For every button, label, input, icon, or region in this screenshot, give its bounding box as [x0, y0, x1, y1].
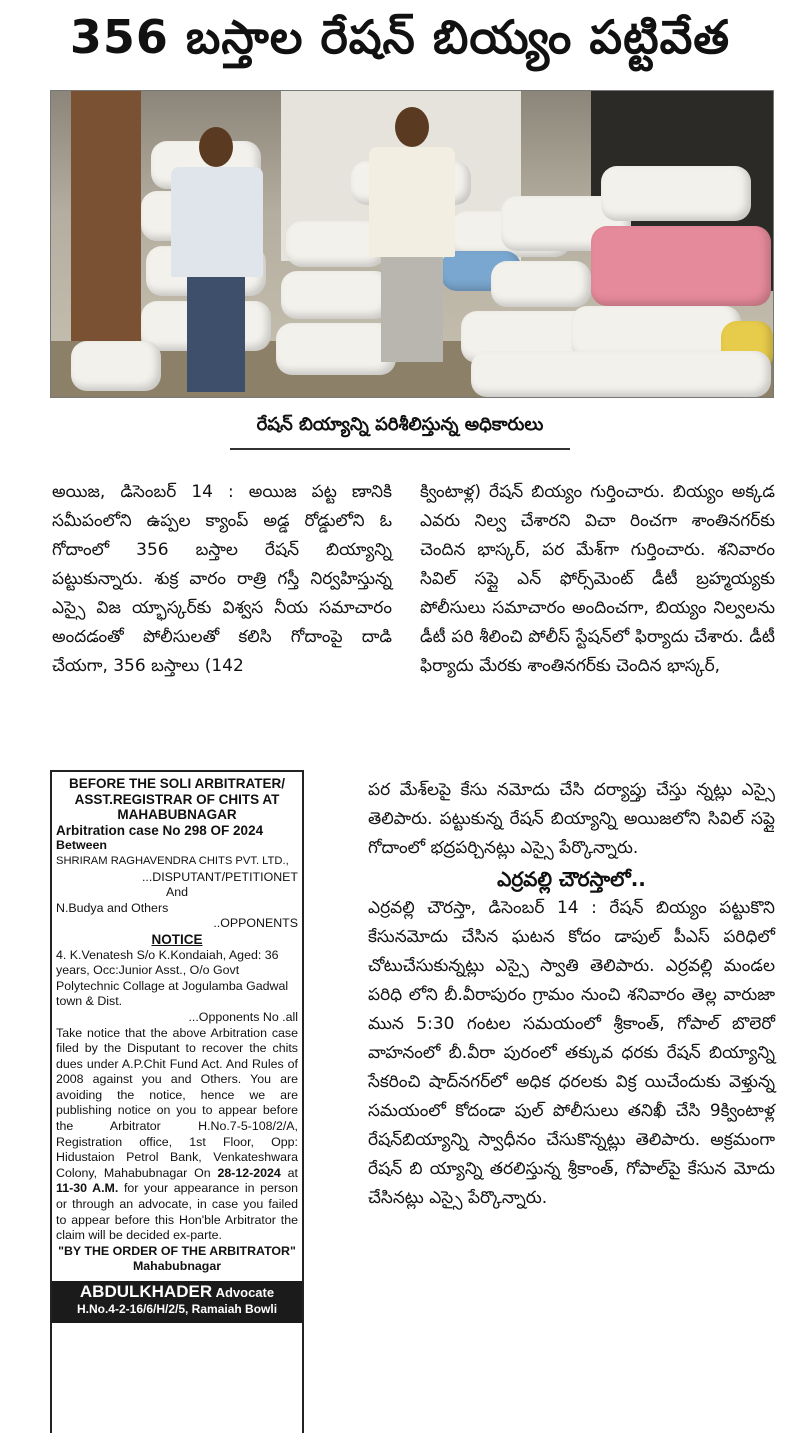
article-paragraph: క్వింటాళ్ల) రేషన్ బియ్యం గుర్తించారు. బియ్యం అక్కడ ఎవరు నిల్వ చేశారని విచా రించగా శాంతినగర్‌కు చెందిన భాస్కర్, పర మేశ్‌గా గుర్తించారు. శనివారం సివిల్ సప్లై ఎన్ ఫోర్స్‌మెంట్ డీటీ బ్రహ్మయ్యకు పోలీసులు సమాచారం అందించగా, బియ్యం నిల్వలను డీటీ పరి శీలించి పోలీస్ స్టేషన్‌లో ఫిర్యాదు చేశారు. డీటీ ఫిర్యాదు మేరకు శాంతినగర్‌కు చెందిన భాస్కర్,: [420, 482, 775, 676]
notice-opponents: N.Budya and Others: [56, 900, 169, 915]
article-subheading: ఎర్రవల్లి చౌరస్తాలో..: [497, 867, 646, 891]
article-column-left: [52, 478, 392, 681]
notice-petitioner: SHRIRAM RAGHAVENDRA CHITS PVT. LTD.,: [56, 854, 289, 867]
notice-hearing-time: 11-30 A.M.: [56, 1181, 119, 1196]
notice-respondent-role: ...Opponents No .all: [188, 1009, 298, 1024]
notice-title: NOTICE: [151, 931, 203, 947]
notice-opponents-role: ..OPPONENTS: [213, 916, 298, 931]
advocate-address: H.No.4-2-16/6/H/2/5, Ramaiah Bowli: [76, 1301, 278, 1316]
notice-respondent: 4. K.Venatesh S/o K.Kondaiah, Aged: 36 years, Occ:Junior Asst., O/o Govt Polytechnic Collage at Jogulamba Gadwal town & Dist.: [56, 947, 289, 1009]
notice-body-text: Take notice that the above Arbitration case filed by the Disputant to recover the chits dues under A.P.Chit Fund Act. And Rules of 2008 against you and Others. You are avoiding the notice, hence we are publishing notice on you to appear before the Arbitrator H.No.7-5-108/2/A, Registration office, 1st Floor, Opp: Hidustaion Petrol Bank, Venkateshwara Colony, Mahabubnagar On: [56, 1025, 298, 1180]
advocate-banner: [52, 1281, 302, 1323]
rice-bag: [601, 166, 751, 221]
caption-divider: [230, 448, 570, 450]
notice-header-line: BEFORE THE SOLI ARBITRATER/: [69, 776, 285, 791]
news-photo: [50, 90, 774, 398]
notice-at: at: [287, 1165, 298, 1180]
advocate-name: ABDULKHADER: [79, 1282, 213, 1301]
notice-hearing-date: 28-12-2024: [217, 1165, 281, 1180]
notice-case-number: Arbitration case No 298 OF 2024: [56, 822, 264, 838]
notice-order-line: "BY THE ORDER OF THE ARBITRATOR": [58, 1243, 296, 1258]
advocate-title: Advocate: [215, 1285, 275, 1300]
notice-petitioner-role: ...DISPUTANT/PETITIONET: [141, 869, 298, 884]
notice-body: [56, 1026, 298, 1244]
notice-header-line: MAHABUBNAGAR: [117, 807, 237, 823]
rice-bag: [471, 351, 771, 397]
rice-bag: [71, 341, 161, 391]
rice-bag: [281, 271, 391, 319]
article-paragraph: అయిజ, డిసెంబర్ 14 : అయిజ పట్ట ణానికి సమీపంలోని ఉప్పల క్యాంప్ అడ్డ రోడ్డులోని ఓ గోదాంలో 356 బస్తాల రేషన్ బియ్యాన్ని పట్టుకున్నారు. శుక్ర వారం రాత్రి గస్తీ నిర్వహిస్తున్న ఎస్సై విజ య్భాస్కర్‌కు విశ్వస నీయ సమాచారం అందడంతో పోలీసులతో కలిసి గోదాంపై దాడి చేయగా, 356 బస్తాలు (142: [52, 482, 392, 676]
article-column-continued: [368, 776, 775, 1213]
article-paragraph: ఎర్రవల్లి చౌరస్తా, డిసెంబర్ 14 : రేషన్ బియ్యం పట్టుకొని కేసునమోదు చేసిన ఘటన కోదం డాపుల్ పీఎస్ పరిధిలో చోటుచేసుకున్నట్లు ఎస్సై స్వాతి తెలిపారు. ఎర్రవల్లి మండల పరిధి లోని బీ.వీరాపురం గ్రామం నుంచి శనివారం తెల్ల వారుజా మున 5:30 గంటల సమయంలో శ్రీకాంత్, గోపాల్ బొలెరో వాహనంలో బీ.వీరా పురంలో తక్కువ ధరకు రేషన్ బియ్యాన్ని సేకరించి షాద్‌నగర్‌లో అధిక ధరలకు విక్ర యిచేందుకు వెళ్తున్న సమయంలో కోదండా పుల్ పోలీసులు తనిఖీ చేసి 9క్వింటాళ్ల రేషన్‌బియ్యాన్ని స్వాధీనం చేసుకొన్నట్లు తెలిపారు. అక్రమంగా రేషన్ బి య్యాన్ని తరలిస్తున్న శ్రీకాంత్, గోపాల్‌పై కేసున మోదు చేసినట్లు ఎస్సై పేర్కొన్నారు.: [368, 898, 775, 1208]
rice-bag: [276, 323, 396, 375]
article-paragraph: పర మేశ్‌లపై కేసు నమోదు చేసి దర్యాప్తు చేస్తు న్నట్లు ఎస్సై తెలిపారు. పట్టుకున్న రేషన్ బియ్యాన్ని అయిజలోని సివిల్ సప్లై గోదాంలో భద్రపర్చినట్లు ఎస్సై పేర్కొన్నారు.: [368, 780, 775, 858]
rice-bag: [491, 261, 591, 307]
notice-between: Between: [56, 838, 107, 853]
headline: 356 బస్తాల రేషన్ బియ్యం పట్టివేత: [69, 10, 731, 64]
rice-bag: [591, 226, 771, 306]
notice-body-text: for your appearance in person or through an advocate, in case you failed to appear before this Hon'ble Arbitrator the claim will be decided ex-parte.: [56, 1181, 298, 1243]
notice-header-line: ASST.REGISTRAR OF CHITS AT: [74, 791, 280, 807]
notice-place: Mahabubnagar: [132, 1259, 222, 1274]
notice-and: And: [165, 885, 189, 900]
article-column-right: [420, 478, 775, 681]
photo-caption: రేషన్ బియ్యాన్ని పరిశీలిస్తున్న అధికారులు: [256, 414, 544, 435]
legal-notice-ad: [50, 770, 304, 1433]
